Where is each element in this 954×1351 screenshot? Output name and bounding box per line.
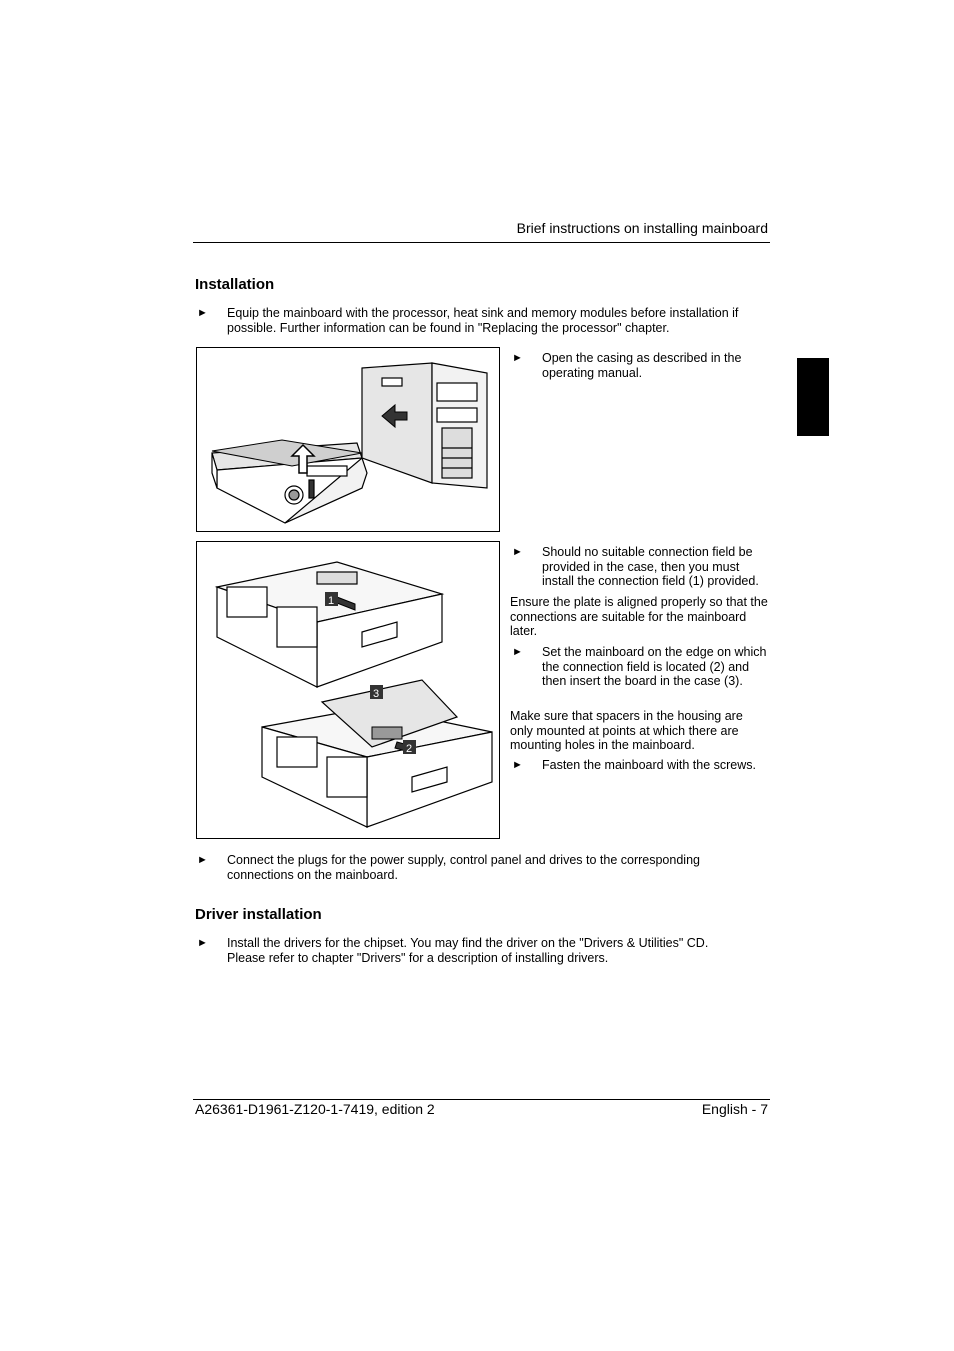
bullet-connection-field-text: Should no suitable connection field be provided in the case, then you must install the connection field (1) provided. [542, 545, 759, 588]
footer-page-number: English - 7 [701, 1101, 768, 1117]
install-mainboard-illustration [197, 542, 499, 838]
bullet-connect-plugs-text: Connect the plugs for the power supply, control panel and drives to the corresponding connections on the mainboard. [227, 853, 700, 882]
bullet-marker: ► [512, 546, 523, 558]
bullet-fasten-text: Fasten the mainboard with the screws. [542, 758, 756, 772]
bullet-fasten [512, 758, 768, 773]
bullet-marker: ► [512, 646, 523, 658]
bullet-open-casing [512, 351, 768, 380]
bullet-equip [197, 306, 767, 335]
bullet-marker: ► [512, 352, 523, 364]
footer-rule [193, 1099, 770, 1100]
bullet-marker: ► [197, 937, 208, 949]
header-rule [193, 242, 770, 243]
running-header: Brief instructions on installing mainboard [516, 220, 768, 236]
bullet-install-drivers [197, 936, 742, 965]
bullet-marker: ► [197, 307, 208, 319]
bullet-insert-board [512, 645, 768, 689]
footer-doc-id: A26361-D1961-Z120-1-7419, edition 2 [195, 1101, 435, 1117]
bullet-marker: ► [512, 759, 523, 771]
label-3: 3 [373, 688, 380, 700]
chapter-tab-marker [797, 358, 829, 436]
installation-heading: Installation [195, 276, 275, 293]
bullet-connection-field [512, 545, 768, 589]
open-casing-illustration [197, 348, 499, 531]
bullet-install-drivers-text: Install the drivers for the chipset. You may find the driver on the "Drivers & Utilities" CD. Please refer to chapter "Drivers" for a description of installing drivers. [227, 936, 709, 965]
note-plate-alignment: Ensure the plate is aligned properly so that the connections are suitable for the mainboard later. [510, 595, 768, 638]
label-1: 1 [328, 595, 335, 607]
bullet-insert-board-text: Set the mainboard on the edge on which the connection field is located (2) and then insert the board in the case (3). [542, 645, 767, 688]
bullet-marker: ► [197, 854, 208, 866]
note-spacers: Make sure that spacers in the housing are only mounted at points at which there are mounting holes in the mainboard. [510, 709, 743, 752]
bullet-connect-plugs [197, 853, 737, 882]
figure-install-mainboard [196, 541, 500, 839]
figure-open-casing [196, 347, 500, 532]
driver-installation-heading: Driver installation [195, 906, 322, 923]
bullet-open-casing-text: Open the casing as described in the operating manual. [542, 351, 742, 380]
bullet-equip-text: Equip the mainboard with the processor, heat sink and memory modules before installation if possible. Further information can be found in "Replacing the processor" chapter. [227, 306, 739, 335]
label-2: 2 [406, 743, 413, 755]
